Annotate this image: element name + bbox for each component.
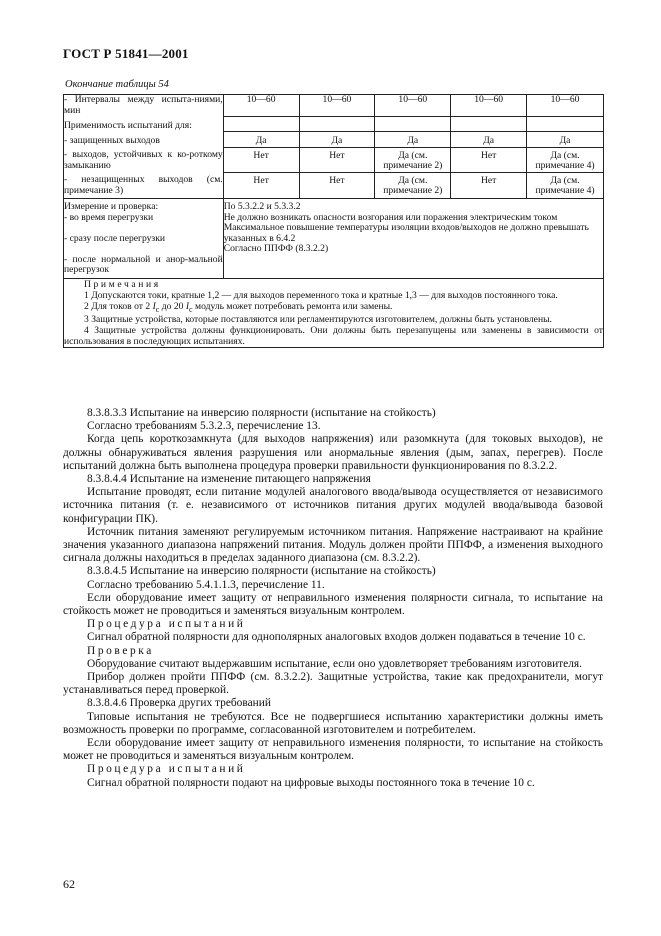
row-label: - защищенных выходов <box>64 132 224 148</box>
measure-text: Не должно возникать опасности возгорания или поражения электрическим током <box>223 211 558 223</box>
measure-label: Измерение и проверка: <box>64 201 159 212</box>
paragraph: Оборудование считают выдержавшим испытание, если оно удовлетворяет требованиям изготовителя. <box>87 657 582 670</box>
table-cell: Да <box>451 132 527 148</box>
paragraph: 8.3.8.4.5 Испытание на инверсию полярности (испытание на стойкость) <box>87 565 436 578</box>
note-2-part: 2 Для токов от 2 <box>84 300 151 312</box>
measure-text: Согласно ППФФ (8.3.2.2) <box>223 243 329 254</box>
paragraph: 8.3.8.4.4 Испытание на изменение питающего напряжения <box>87 473 371 486</box>
paragraph: Испытание проводят, если питание модулей аналогового ввода/вывода осуществляется от независимого источника питания (т. е. независимого от источников питания других модулей ввода/вывода базовой конфигурации ПК). <box>63 486 603 525</box>
table-cell: Да <box>223 132 299 148</box>
paragraph: Согласно требованию 5.4.1.1.3, перечисление 11. <box>87 578 325 591</box>
measure-label: - после нормальной и анор-мальной перегрузок <box>64 253 223 275</box>
measure-label: - во время перегрузки <box>64 211 154 223</box>
table-cell: Да <box>375 132 451 148</box>
note-item: 4 Защитные устройства должны функционировать. Они должны быть перезапущены или заменены в зависимости от использования в последующих испытаниях. <box>64 325 603 348</box>
table-caption: Окончание таблицы 54 <box>65 79 169 90</box>
paragraph: Если оборудование имеет защиту от неправильного изменения полярности, то испытание на стойкость может не проводиться и заменяться визуальным контролем. <box>63 737 603 763</box>
document-header: ГОСТ Р 51841—2001 <box>63 46 189 61</box>
table-cell: 10—60 <box>223 95 299 117</box>
measurement-texts <box>223 199 603 279</box>
table-cell: Нет <box>299 172 375 199</box>
current-subscript: c <box>155 304 160 314</box>
measurement-row <box>64 199 604 279</box>
note-2-part: до 20 <box>161 300 184 312</box>
table-row <box>64 147 604 172</box>
measure-label: - сразу после перегрузки <box>64 232 165 244</box>
paragraph: Когда цепь короткозамкнута (для выходов напряжения) или разомкнута (для токовых выходов), не должны обнаруживаться явления разрушения или анормальные явления (дым, запах, перегрев). После испытаний должна быть выполнена процедура проверки правильности функционирования по 8.3.2.2. <box>63 433 603 472</box>
table-row <box>64 132 604 148</box>
paragraph: Сигнал обратной полярности подают на цифровые выходы постоянного тока в течение 10 с. <box>87 776 535 789</box>
current-symbol: I <box>185 300 190 312</box>
table-cell: Да (см. примечание 4) <box>527 172 604 199</box>
note-2-part: модуль может потребовать ремонта или замены. <box>195 300 393 312</box>
note-item: 3 Защитные устройства, которые поставляются или регламентируются изготовителем, должны быть установлены. <box>84 314 552 326</box>
paragraph: 8.3.8.3.3 Испытание на инверсию полярности (испытание на стойкость) <box>87 407 436 419</box>
table-cell: Нет <box>223 172 299 199</box>
paragraph: Типовые испытания не требуются. Все не подвергшиеся испытанию характеристики должны иметь возможность проверки по программе, согласованной изготовителем и потребителем. <box>63 710 603 736</box>
measure-text: По 5.3.2.2 и 5.3.3.2 <box>223 201 301 212</box>
row-label: - незащищенных выходов (см. примечание 3) <box>64 172 224 199</box>
measurement-labels <box>64 199 224 279</box>
row-label: - выходов, устойчивых к ко-роткому замыканию <box>64 149 223 171</box>
table-cell: Нет <box>223 147 299 172</box>
table-cell: Да (см. примечание 2) <box>375 172 451 199</box>
page-number: 62 <box>63 877 75 891</box>
table-cell: 10—60 <box>527 95 604 117</box>
paragraph: Прибор должен пройти ППФФ (см. 8.3.2.2). Защитные устройства, такие как предохранители, могут устанавливаться перед проверкой. <box>63 671 603 697</box>
notes-title: Примечания <box>84 278 161 290</box>
table-cell: Нет <box>451 172 527 199</box>
table-cell: 10—60 <box>375 95 451 117</box>
current-symbol: I <box>152 300 156 312</box>
note-item-2 <box>64 301 603 315</box>
subheading: Процедура испытаний <box>87 618 246 631</box>
table-cell <box>299 116 375 132</box>
table-row <box>64 172 604 199</box>
row-label: Применимость испытаний для: <box>64 116 224 132</box>
table-54 <box>63 94 604 348</box>
table-cell <box>375 116 451 132</box>
notes-row <box>64 278 604 348</box>
table-cell: Нет <box>451 147 527 172</box>
table-cell: 10—60 <box>299 95 375 117</box>
table-row <box>64 95 604 117</box>
measure-text: Максимальное повышение температуры изоляции входов/выходов не должно превышать указанных в 6.4.2 <box>223 222 589 244</box>
current-subscript: c <box>189 304 193 314</box>
row-label: - Интервалы между испыта-ниями, мин <box>64 94 223 116</box>
table-row <box>64 116 604 132</box>
note-item: 1 Допускаются токи, кратные 1,2 — для выходов переменного тока и кратные 1,3 — для выходов постоянного тока. <box>84 289 558 301</box>
subheading: Процедура испытаний <box>87 763 246 776</box>
paragraph: Источник питания заменяют регулируемым источником питания. Напряжение настраивают на крайние значения указанного диапазона напряжений питания. Модуль должен пройти ППФФ, а изменения выходного сигнала должны находиться в пределах заданного диапазона (см. 8.3.2.2). <box>63 525 603 565</box>
subheading: Проверка <box>87 644 154 657</box>
table-cell: Да (см. примечание 4) <box>527 147 604 172</box>
table-cell: Да (см. примечание 2) <box>375 147 451 172</box>
body-text <box>63 407 603 790</box>
paragraph: Если оборудование имеет защиту от неправильного изменения полярности сигнала, то испытание на стойкость может не проводиться и заменяться визуальным контролем. <box>63 591 603 618</box>
paragraph: 8.3.8.4.6 Проверка других требований <box>87 697 271 710</box>
paragraph: Согласно требованиям 5.3.2.3, перечисление 13. <box>87 420 321 433</box>
table-cell: Нет <box>299 147 375 172</box>
table-cell: 10—60 <box>451 95 527 117</box>
table-notes <box>64 278 604 348</box>
table-cell: Да <box>527 132 604 148</box>
table-cell <box>527 116 604 132</box>
table-cell <box>451 116 527 132</box>
paragraph: Сигнал обратной полярности для однополярных аналоговых входов должен подаваться в течение 10 с. <box>87 631 586 644</box>
table-cell: Да <box>299 132 375 148</box>
table-cell <box>223 116 299 132</box>
